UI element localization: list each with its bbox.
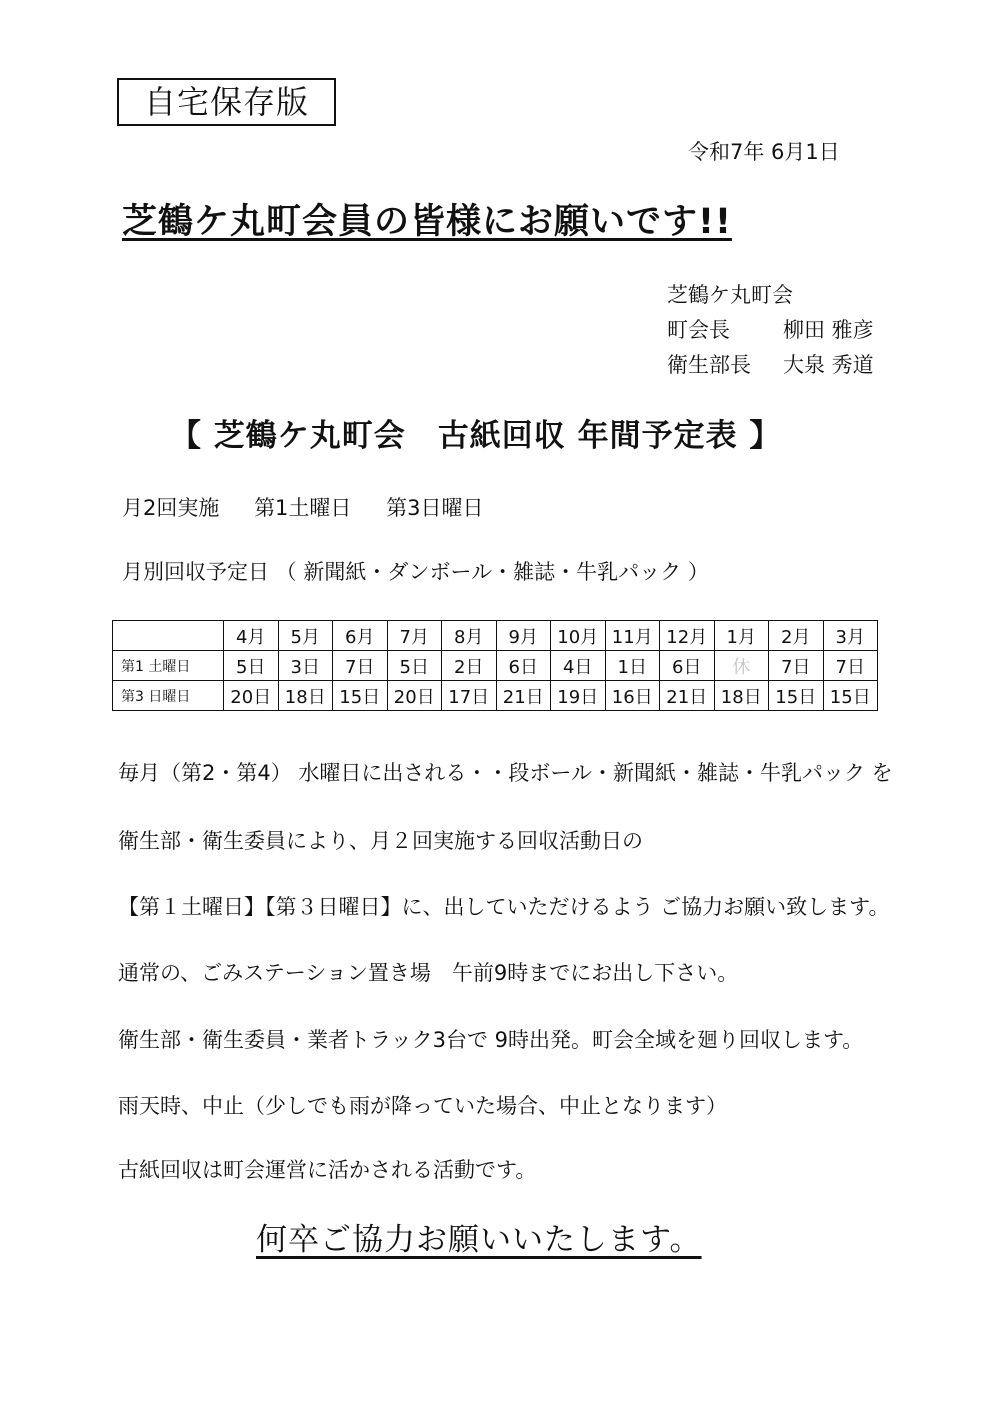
month-header: 9月 — [496, 621, 551, 651]
holiday-cell: 休 — [714, 651, 769, 681]
table-corner-cell — [113, 621, 224, 651]
month-header: 1月 — [714, 621, 769, 651]
row-label-first-saturday: 第1 土曜日 — [113, 651, 224, 681]
page-headline: 芝鶴ケ丸町会員の皆様にお願いです!! — [122, 202, 732, 242]
schedule-summary — [122, 492, 512, 522]
table-cell: 4日 — [551, 651, 606, 681]
table-row — [113, 681, 878, 711]
sender-sanitation — [667, 350, 874, 380]
table-cell: 5日 — [224, 651, 279, 681]
table-cell: 21日 — [660, 681, 715, 711]
month-header: 8月 — [442, 621, 497, 651]
body-line-5: 衛生部・衛生委員・業者トラック3台で 9時出発。町会全域を廻り回収します。 — [118, 1028, 864, 1052]
table-header-row — [113, 621, 878, 651]
table-cell: 2日 — [442, 651, 497, 681]
sender-organization: 芝鶴ケ丸町会 — [667, 283, 793, 307]
table-cell: 18日 — [714, 681, 769, 711]
body-line-7: 古紙回収は町会運営に活かされる活動です。 — [118, 1158, 537, 1182]
month-header: 7月 — [387, 621, 442, 651]
table-cell: 15日 — [333, 681, 388, 711]
body-line-4: 通常の、ごみステーション置き場 午前9時までにお出し下さい。 — [118, 961, 739, 985]
month-header: 5月 — [278, 621, 333, 651]
month-header: 2月 — [769, 621, 824, 651]
table-cell: 1日 — [605, 651, 660, 681]
month-header: 6月 — [333, 621, 388, 651]
closing-request: 何卒ご協力お願いいたします。 — [256, 1222, 702, 1258]
month-header: 10月 — [551, 621, 606, 651]
table-cell: 19日 — [551, 681, 606, 711]
schedule-frequency: 月2回実施 — [122, 496, 220, 520]
table-cell: 16日 — [605, 681, 660, 711]
table-cell: 18日 — [278, 681, 333, 711]
collection-schedule-table — [112, 620, 878, 711]
table-cell: 15日 — [823, 681, 878, 711]
table-cell: 20日 — [224, 681, 279, 711]
body-line-2: 衛生部・衛生委員により、月２回実施する回収活動日の — [118, 829, 643, 853]
schedule-first-saturday: 第1土曜日 — [254, 496, 352, 520]
sender-chair — [667, 315, 874, 345]
keep-at-home-label: 自宅保存版 — [117, 78, 336, 126]
month-header: 12月 — [660, 621, 715, 651]
month-header: 4月 — [224, 621, 279, 651]
table-row — [113, 651, 878, 681]
month-header: 11月 — [605, 621, 660, 651]
table-cell: 7日 — [769, 651, 824, 681]
table-cell: 6日 — [496, 651, 551, 681]
table-cell: 5日 — [387, 651, 442, 681]
table-cell: 3日 — [278, 651, 333, 681]
issue-date: 令和7年 6月1日 — [688, 140, 840, 164]
schedule-title: 【 芝鶴ケ丸町会 古紙回収 年間予定表 】 — [170, 418, 782, 454]
table-cell: 7日 — [333, 651, 388, 681]
row-label-third-sunday: 第3 日曜日 — [113, 681, 224, 711]
schedule-third-sunday: 第3日曜日 — [386, 496, 484, 520]
body-line-3: 【第１土曜日】【第３日曜日】に、出していただけるよう ご協力お願い致します。 — [118, 895, 890, 919]
table-cell: 7日 — [823, 651, 878, 681]
table-cell: 6日 — [660, 651, 715, 681]
sanitation-name: 大泉 秀道 — [783, 353, 874, 377]
chair-name: 柳田 雅彦 — [783, 318, 874, 342]
chair-role: 町会長 — [667, 318, 730, 342]
month-header: 3月 — [823, 621, 878, 651]
table-cell: 17日 — [442, 681, 497, 711]
table-cell: 15日 — [769, 681, 824, 711]
body-line-6: 雨天時、中止（少しでも雨が降っていた場合、中止となります） — [118, 1094, 727, 1118]
body-line-1: 毎月（第2・第4） 水曜日に出される・・段ボール・新聞紙・雑誌・牛乳パック を — [118, 761, 893, 785]
monthly-collection-label: 月別回収予定日 （ 新聞紙・ダンボール・雑誌・牛乳パック ） — [122, 560, 709, 584]
sanitation-role: 衛生部長 — [667, 353, 751, 377]
table-cell: 20日 — [387, 681, 442, 711]
table-cell: 21日 — [496, 681, 551, 711]
